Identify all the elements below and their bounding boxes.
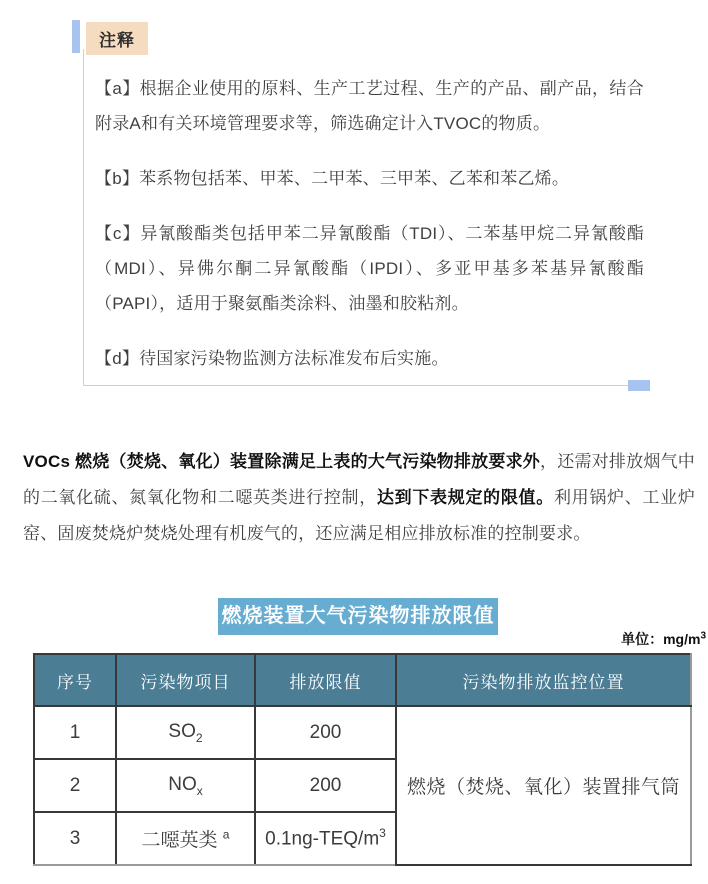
note-item-tag: 【c】 bbox=[95, 224, 141, 243]
note-item-a bbox=[95, 71, 644, 141]
limit-base: 0.1ng-TEQ/m bbox=[265, 828, 380, 850]
note-item-b bbox=[95, 161, 644, 196]
note-box bbox=[83, 49, 650, 386]
cell-limit: 200 bbox=[255, 759, 396, 812]
corner-chip-decoration bbox=[628, 380, 650, 391]
note-item-text: 异氰酸酯类包括甲苯二异氰酸酯（TDI）、二苯基甲烷二异氰酸酯（MDI）、异佛尔酮二异氰酸酯（IPDI）、多亚甲基多苯基异氰酸酯（PAPI），适用于聚氨酯类涂料、油墨和胶粘剂。 bbox=[95, 224, 644, 313]
pollutant-subscript: x bbox=[196, 783, 203, 798]
cell-pollutant bbox=[116, 706, 255, 759]
note-item-text: 待国家污染物监测方法标准发布后实施。 bbox=[139, 349, 449, 368]
header-limit: 排放限值 bbox=[255, 654, 396, 706]
emission-limits-table bbox=[33, 653, 692, 866]
note-item-text: 根据企业使用的原料、生产工艺过程、生产的产品、副产品，结合附录A和有关环境管理要求等，筛选确定计入TVOC的物质。 bbox=[95, 79, 644, 133]
table-header-row bbox=[34, 654, 691, 706]
header-pollutant: 污染物项目 bbox=[116, 654, 255, 706]
pollutant-subscript: 2 bbox=[195, 730, 203, 745]
note-item-d bbox=[95, 341, 644, 376]
note-item-tag: 【d】 bbox=[95, 349, 140, 368]
cell-limit: 200 bbox=[255, 706, 396, 759]
unit-base: mg/m bbox=[663, 631, 701, 647]
accent-bar-decoration bbox=[72, 20, 80, 53]
paragraph-segment-bold: 达到下表规定的限值。 bbox=[376, 488, 554, 507]
note-item-c bbox=[95, 216, 644, 321]
note-section-label: 注释 bbox=[86, 22, 148, 55]
paragraph-segment-bold: VOCs 燃烧（焚烧、氧化）装置除满足上表的大气污染物排放要求外 bbox=[23, 452, 541, 471]
cell-no: 3 bbox=[34, 812, 116, 865]
paragraph-segment: ，还需对排放烟气中的二氧化硫、氮氧化物和二噁英类进行控制， bbox=[23, 452, 695, 507]
unit-prefix: 单位： bbox=[621, 631, 664, 647]
pollutant-base: NO bbox=[168, 773, 197, 795]
header-no: 序号 bbox=[34, 654, 116, 706]
cell-pollutant bbox=[116, 759, 255, 812]
header-monitor: 污染物排放监控位置 bbox=[396, 654, 691, 706]
pollutant-base: SO bbox=[168, 720, 196, 742]
cell-limit bbox=[255, 812, 396, 865]
pollutant-superscript: a bbox=[222, 827, 230, 842]
paragraph-segment: 利用锅炉、工业炉窑、固废焚烧炉焚烧处理有机废气的，还应满足相应排放标准的控制要求。 bbox=[23, 488, 696, 543]
cell-pollutant bbox=[116, 812, 255, 865]
limit-superscript: 3 bbox=[379, 826, 386, 841]
note-item-text: 苯系物包括苯、甲苯、二甲苯、三甲苯、乙苯和苯乙烯。 bbox=[139, 169, 570, 188]
unit-superscript: 3 bbox=[700, 630, 706, 642]
note-item-tag: 【a】 bbox=[95, 79, 140, 98]
pollutant-base: 二噁英类 bbox=[141, 830, 223, 851]
cell-no: 1 bbox=[34, 706, 116, 759]
table-row bbox=[34, 706, 691, 759]
unit-label bbox=[480, 629, 706, 649]
cell-no: 2 bbox=[34, 759, 116, 812]
body-paragraph bbox=[23, 444, 695, 552]
note-item-tag: 【b】 bbox=[95, 169, 140, 188]
cell-monitor-location: 燃烧（焚烧、氧化）装置排气筒 bbox=[396, 706, 691, 865]
table-title: 燃烧装置大气污染物排放限值 bbox=[218, 598, 498, 635]
